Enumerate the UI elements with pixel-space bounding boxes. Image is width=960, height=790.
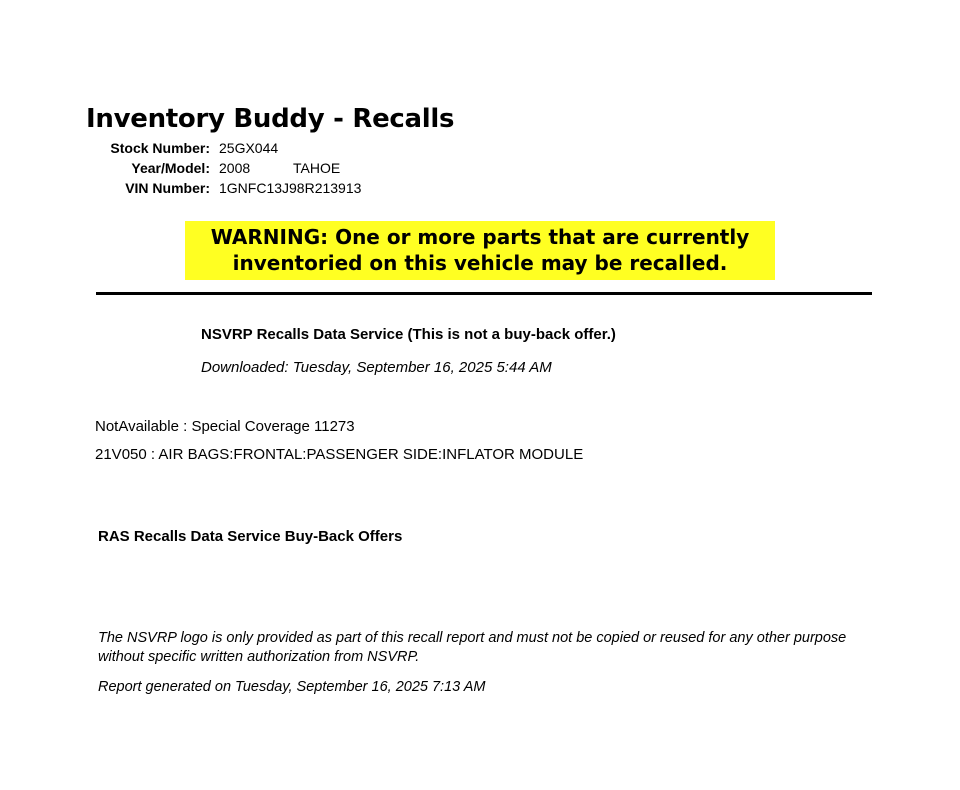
vin-number-row <box>0 180 500 200</box>
report-generated-timestamp: Report generated on Tuesday, September 16, 2025 7:13 AM <box>98 679 486 695</box>
vin-number-value: 1GNFC13J98R213913 <box>219 180 362 196</box>
stock-number-value: 25GX044 <box>219 140 279 156</box>
model-value: TAHOE <box>293 160 341 176</box>
stock-number-label: Stock Number: <box>110 140 210 156</box>
stock-number-row <box>0 140 500 160</box>
vin-number-label: VIN Number: <box>125 180 210 196</box>
year-value: 2008 <box>219 160 251 176</box>
recall-item: 21V050 : AIR BAGS:FRONTAL:PASSENGER SIDE:INFLATOR MODULE <box>95 446 584 463</box>
warning-line-2: inventoried on this vehicle may be recalled. <box>232 251 728 275</box>
warning-line-1: WARNING: One or more parts that are currently <box>210 225 750 249</box>
section-divider <box>96 292 872 295</box>
ras-section-header: RAS Recalls Data Service Buy-Back Offers <box>98 528 403 545</box>
year-model-label: Year/Model: <box>131 160 210 176</box>
downloaded-timestamp: Downloaded: Tuesday, September 16, 2025 5:44 AM <box>201 359 552 376</box>
nsvrp-section-header: NSVRP Recalls Data Service (This is not a buy-back offer.) <box>201 326 616 343</box>
recall-warning-banner <box>185 221 775 280</box>
page-title: Inventory Buddy - Recalls <box>86 104 455 134</box>
year-model-row <box>0 160 500 180</box>
recall-item: NotAvailable : Special Coverage 11273 <box>95 418 355 435</box>
logo-disclaimer: The NSVRP logo is only provided as part of this recall report and must not be copied or reused for any other purpose without specific written authorization from NSVRP. <box>98 630 847 665</box>
